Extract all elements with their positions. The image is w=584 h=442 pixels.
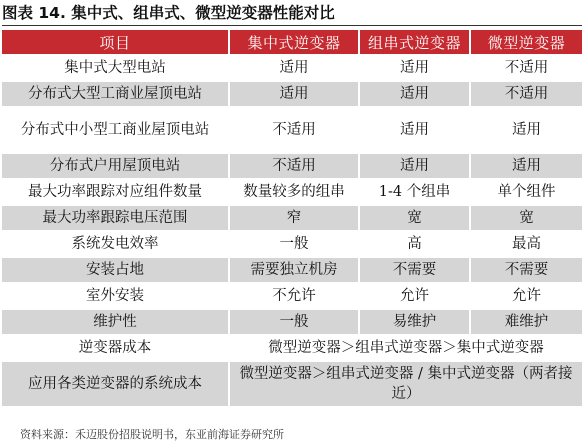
cell: 不适用: [228, 108, 358, 152]
cell: 适用: [469, 108, 582, 152]
cell: 高: [358, 232, 469, 256]
row-label: 最大功率跟踪电压范围: [2, 206, 228, 230]
row-label: 维护性: [2, 310, 228, 334]
row-label: 集中式大型电站: [64, 60, 166, 76]
cell: 适用: [228, 56, 358, 80]
cell: 适用: [358, 154, 469, 178]
table-row: [2, 310, 582, 334]
cell: 数量较多的组串: [228, 180, 358, 204]
table-header-row: [2, 30, 582, 54]
header-item: 项目: [2, 30, 228, 54]
cell: 难维护: [469, 310, 582, 334]
cell: 宽: [358, 206, 469, 230]
merged-cell: 微型逆变器＞组串式逆变器＞集中式逆变器: [228, 336, 582, 360]
cell: 一般: [228, 310, 358, 334]
table-row: [2, 336, 582, 360]
cell: 不允许: [228, 284, 358, 308]
table-row: [2, 180, 582, 204]
row-label: 系统发电效率: [71, 236, 159, 252]
table-row: [2, 232, 582, 256]
row-label: 分布式中小型工商业屋顶电站: [20, 122, 210, 138]
cell: 适用: [469, 154, 582, 178]
header-string-inverter: 组串式逆变器: [358, 30, 469, 54]
table-row: [2, 362, 582, 406]
cell: 最高: [469, 232, 582, 256]
row-label: 最大功率跟踪对应组件数量: [28, 184, 202, 200]
cell: 单个组件: [469, 180, 582, 204]
table-row: [2, 82, 582, 106]
merged-cell: 微型逆变器＞组串式逆变器 / 集中式逆变器（两者接近）: [228, 362, 582, 406]
source-note: 资料来源：禾迈股份招股说明书，东亚前海证券研究所: [20, 428, 284, 441]
cell: 允许: [469, 284, 582, 308]
figure-title: 图表 14. 集中式、组串式、微型逆变器性能对比: [2, 1, 582, 26]
cell: 不适用: [469, 82, 582, 106]
cell: 宽: [469, 206, 582, 230]
table-row: [2, 154, 582, 178]
cell: 适用: [358, 56, 469, 80]
row-label: 分布式大型工商业屋顶电站: [2, 82, 228, 106]
cell: 适用: [228, 82, 358, 106]
table-row: [2, 258, 582, 282]
table-row: [2, 284, 582, 308]
cell: 不适用: [469, 56, 582, 80]
cell: 不适用: [228, 154, 358, 178]
cell: 适用: [358, 108, 469, 152]
row-label: 室外安装: [86, 288, 144, 304]
cell: 窄: [228, 206, 358, 230]
row-label: 分布式户用屋顶电站: [2, 154, 228, 178]
header-micro-inverter: 微型逆变器: [469, 30, 582, 54]
cell: 适用: [358, 82, 469, 106]
header-central-inverter: 集中式逆变器: [228, 30, 358, 54]
cell: 1-4 个组串: [358, 180, 469, 204]
cell: 一般: [228, 232, 358, 256]
cell: 不需要: [469, 258, 582, 282]
cell: 允许: [358, 284, 469, 308]
cell: 不需要: [358, 258, 469, 282]
cell: 易维护: [358, 310, 469, 334]
comparison-table: [2, 28, 582, 408]
table-row: [2, 108, 582, 152]
row-label: 应用各类逆变器的系统成本: [2, 362, 228, 406]
row-label: 逆变器成本: [78, 340, 152, 356]
cell: 需要独立机房: [228, 258, 358, 282]
table-row: [2, 206, 582, 230]
table-row: [2, 56, 582, 80]
row-label: 安装占地: [2, 258, 228, 282]
